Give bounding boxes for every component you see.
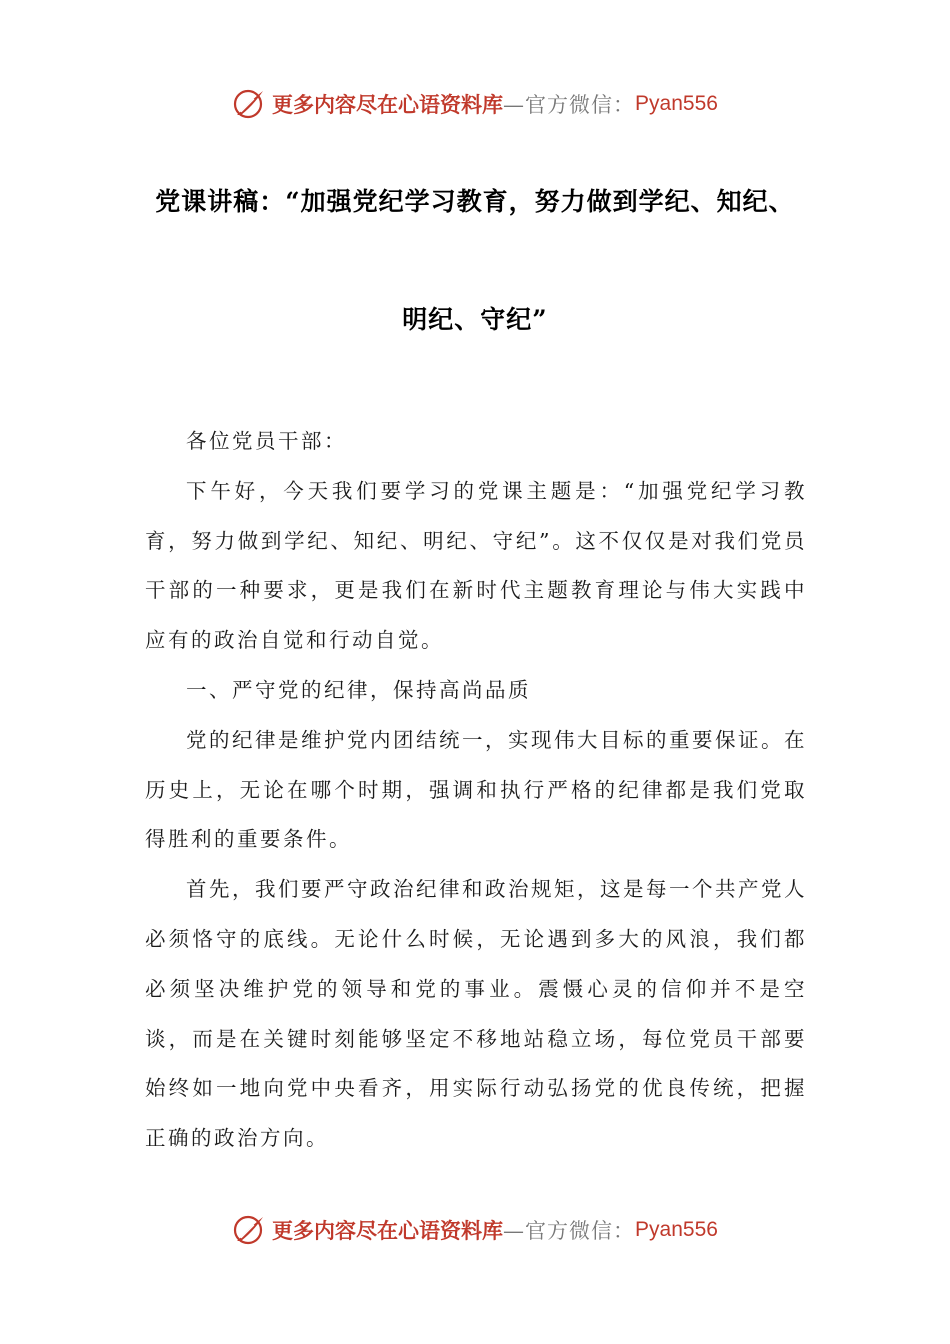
banner-wechat-id: Pyan556 bbox=[635, 1218, 718, 1241]
body-paragraph: 下午好，今天我们要学习的党课主题是：“加强党纪学习教育，努力做到学纪、知纪、明纪、守纪”。这不仅仅是对我们党员干部的一种要求，更是我们在新时代主题教育理论与伟大实践中应有的政治自觉和行动自觉。 bbox=[145, 478, 807, 653]
banner-text bbox=[272, 1215, 718, 1245]
quill-pen-logo-icon bbox=[232, 1213, 266, 1247]
quill-pen-logo-icon bbox=[232, 87, 266, 121]
footer-banner bbox=[0, 1208, 950, 1252]
banner-text bbox=[272, 89, 718, 119]
banner-slogan: 更多内容尽在心语资料库 bbox=[272, 1218, 504, 1243]
section-heading: 一、严守党的纪律，保持高尚品质 bbox=[186, 677, 531, 702]
banner-wechat-label: —官方微信： bbox=[503, 1219, 636, 1243]
banner-wechat-label: —官方微信： bbox=[503, 93, 636, 117]
document-title-line-1: 党课讲稿：“加强党纪学习教育，努力做到学纪、知纪、 bbox=[155, 187, 795, 216]
document-body bbox=[145, 417, 807, 1164]
banner-slogan: 更多内容尽在心语资料库 bbox=[272, 92, 504, 117]
header-banner bbox=[0, 82, 950, 126]
document-title-line-2: 明纪、守纪” bbox=[402, 305, 548, 334]
salutation: 各位党员干部： bbox=[186, 429, 347, 453]
banner-wechat-id: Pyan556 bbox=[635, 92, 718, 115]
body-paragraph: 党的纪律是维护党内团结统一，实现伟大目标的重要保证。在历史上，无论在哪个时期，强调和执行严格的纪律都是我们党取得胜利的重要条件。 bbox=[145, 727, 807, 852]
body-paragraph: 首先，我们要严守政治纪律和政治规矩，这是每一个共产党人必须恪守的底线。无论什么时候，无论遇到多大的风浪，我们都必须坚决维护党的领导和党的事业。震慑心灵的信仰并不是空谈，而是在关键时刻能够坚定不移地站稳立场，每位党员干部要始终如一地向党中央看齐，用实际行动弘扬党的优良传统，把握正确的政治方向。 bbox=[145, 877, 807, 1151]
